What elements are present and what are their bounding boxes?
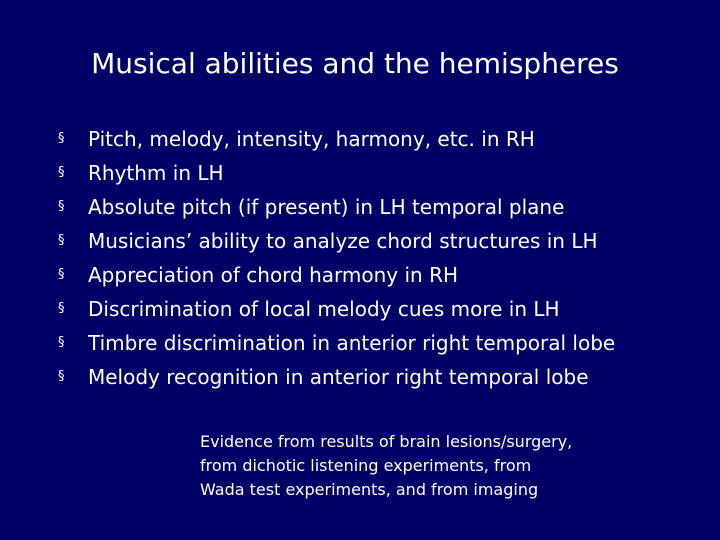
bullet-marker-icon: §: [58, 233, 65, 248]
bullet-marker-icon: §: [58, 131, 65, 146]
bullet-item: [58, 292, 615, 326]
bullet-text: Absolute pitch (if present) in LH temporal plane: [88, 195, 565, 219]
bullet-text: Discrimination of local melody cues more in LH: [88, 297, 560, 321]
bullet-item: [58, 190, 615, 224]
bullet-item: [58, 326, 615, 360]
bullet-marker-icon: §: [58, 267, 65, 282]
bullet-marker-icon: §: [58, 369, 65, 384]
bullet-text: Rhythm in LH: [88, 161, 224, 185]
bullet-marker-icon: §: [58, 301, 65, 316]
evidence-note-line: from dichotic listening experiments, from: [200, 456, 532, 475]
bullet-item: [58, 258, 615, 292]
bullet-marker-icon: §: [58, 165, 65, 180]
bullet-text: Musicians’ ability to analyze chord structures in LH: [88, 229, 598, 253]
bullet-item: [58, 224, 615, 258]
bullet-item: [58, 156, 615, 190]
bullet-list: [58, 122, 615, 394]
bullet-marker-icon: §: [58, 335, 65, 350]
bullet-text: Timbre discrimination in anterior right temporal lobe: [88, 331, 616, 355]
evidence-note-line: Evidence from results of brain lesions/surgery,: [200, 432, 573, 451]
bullet-text: Pitch, melody, intensity, harmony, etc. in RH: [88, 127, 535, 151]
evidence-note: [200, 430, 572, 502]
bullet-item: [58, 122, 615, 156]
bullet-marker-icon: §: [58, 199, 65, 214]
slide-title: Musical abilities and the hemispheres: [91, 47, 619, 80]
evidence-note-line: Wada test experiments, and from imaging: [200, 480, 539, 499]
bullet-text: Appreciation of chord harmony in RH: [88, 263, 459, 287]
bullet-text: Melody recognition in anterior right temporal lobe: [88, 365, 589, 389]
bullet-item: [58, 360, 615, 394]
